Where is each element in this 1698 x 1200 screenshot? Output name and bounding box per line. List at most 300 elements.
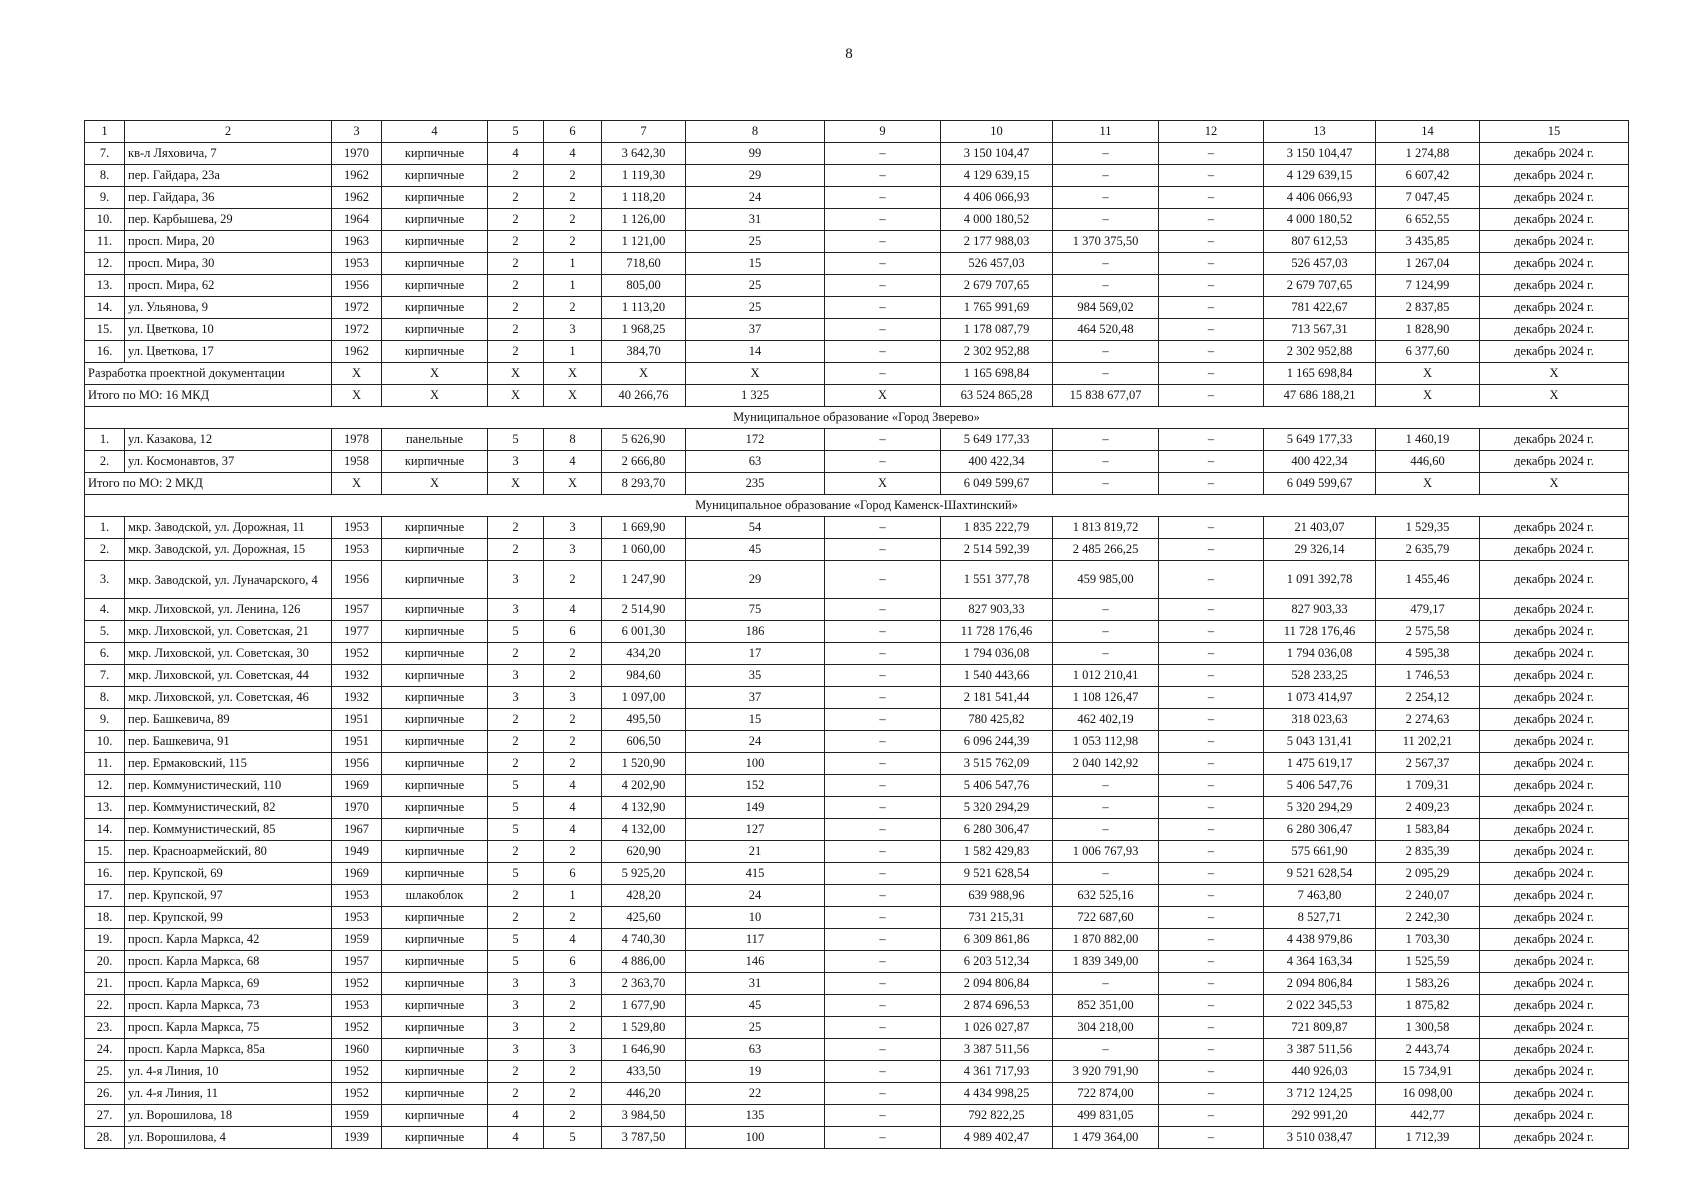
table-cell: 1 006 767,93 (1053, 841, 1159, 863)
table-cell: 446,20 (602, 1083, 686, 1105)
table-cell: 2 177 988,03 (941, 231, 1053, 253)
table-cell: 807 612,53 (1264, 231, 1376, 253)
table-cell: 4 (544, 143, 602, 165)
summary-row (85, 385, 1629, 407)
table-cell: 3 712 124,25 (1264, 1083, 1376, 1105)
table-cell: X (825, 385, 941, 407)
table-cell: кирпичные (382, 539, 488, 561)
table-cell: кирпичные (382, 1083, 488, 1105)
table-cell: 1956 (332, 561, 382, 599)
table-cell: X (544, 385, 602, 407)
table-cell: 1 669,90 (602, 517, 686, 539)
table-cell: 1 053 112,98 (1053, 731, 1159, 753)
table-cell: кирпичные (382, 517, 488, 539)
table-cell: 479,17 (1376, 599, 1480, 621)
table-cell: 4 (488, 1127, 544, 1149)
table-cell: 17 (686, 643, 825, 665)
table-cell: 25 (686, 275, 825, 297)
table-cell: кирпичные (382, 621, 488, 643)
table-cell: 2 (544, 187, 602, 209)
table-cell: X (544, 363, 602, 385)
table-cell: 2 363,70 (602, 973, 686, 995)
table-cell: 2 874 696,53 (941, 995, 1053, 1017)
table-cell: X (382, 363, 488, 385)
table-cell: 2 (544, 231, 602, 253)
table-cell: 3 150 104,47 (1264, 143, 1376, 165)
table-cell: – (825, 1061, 941, 1083)
table-row (85, 599, 1629, 621)
table-cell: – (1159, 209, 1264, 231)
table-cell: 5 320 294,29 (1264, 797, 1376, 819)
header-cell: 4 (382, 121, 488, 143)
table-cell: 2 (544, 907, 602, 929)
table-cell: 718,60 (602, 253, 686, 275)
table-cell: 19. (85, 929, 125, 951)
table-cell: 805,00 (602, 275, 686, 297)
table-cell: кирпичные (382, 907, 488, 929)
table-cell: 3 (544, 1039, 602, 1061)
table-cell: – (1159, 687, 1264, 709)
table-cell: – (1053, 973, 1159, 995)
table-cell: 14. (85, 819, 125, 841)
table-cell: кирпичные (382, 451, 488, 473)
table-cell: – (825, 319, 941, 341)
table-cell: X (332, 363, 382, 385)
table-cell: декабрь 2024 г. (1480, 451, 1629, 473)
table-cell: 2 (488, 231, 544, 253)
table-cell: 526 457,03 (941, 253, 1053, 275)
table-cell: 2 (544, 165, 602, 187)
table-cell: – (1053, 451, 1159, 473)
table-cell: 2 514 592,39 (941, 539, 1053, 561)
table-cell: декабрь 2024 г. (1480, 319, 1629, 341)
table-row (85, 1017, 1629, 1039)
table-row (85, 1105, 1629, 1127)
table-cell: 9. (85, 187, 125, 209)
table-cell: 2 679 707,65 (941, 275, 1053, 297)
table-cell: – (1159, 451, 1264, 473)
table-cell: 1960 (332, 1039, 382, 1061)
table-cell: – (825, 363, 941, 385)
table-cell: 10. (85, 731, 125, 753)
table-cell: 2 837,85 (1376, 297, 1480, 319)
table-cell: декабрь 2024 г. (1480, 643, 1629, 665)
table-cell: 440 926,03 (1264, 1061, 1376, 1083)
table-cell: декабрь 2024 г. (1480, 797, 1629, 819)
table-cell: – (1159, 841, 1264, 863)
table-cell: 29 (686, 561, 825, 599)
table-cell: 2 485 266,25 (1053, 539, 1159, 561)
table-cell: – (1159, 973, 1264, 995)
table-cell: кирпичные (382, 341, 488, 363)
table-cell: 235 (686, 473, 825, 495)
table-cell: 1 460,19 (1376, 429, 1480, 451)
table-cell: 400 422,34 (1264, 451, 1376, 473)
table-cell: 1 118,20 (602, 187, 686, 209)
table-cell: 1 677,90 (602, 995, 686, 1017)
table-cell: 22. (85, 995, 125, 1017)
table-row (85, 731, 1629, 753)
table-cell: кирпичные (382, 731, 488, 753)
table-cell: – (1053, 143, 1159, 165)
table-cell: 1 839 349,00 (1053, 951, 1159, 973)
table-cell: кирпичные (382, 561, 488, 599)
table-row (85, 561, 1629, 599)
address-cell: пер. Гайдара, 36 (125, 187, 332, 209)
address-cell: ул. Космонавтов, 37 (125, 451, 332, 473)
table-cell: 1962 (332, 187, 382, 209)
table-cell: 45 (686, 995, 825, 1017)
table-cell: декабрь 2024 г. (1480, 775, 1629, 797)
table-cell: – (1053, 643, 1159, 665)
table-cell: 1953 (332, 539, 382, 561)
table-cell: 1 583,84 (1376, 819, 1480, 841)
table-cell: 2 181 541,44 (941, 687, 1053, 709)
table-cell: X (332, 385, 382, 407)
table-cell: 1962 (332, 165, 382, 187)
table-cell: 25. (85, 1061, 125, 1083)
table-cell: 1 870 882,00 (1053, 929, 1159, 951)
table-cell: 3 642,30 (602, 143, 686, 165)
table-cell: 4 (488, 143, 544, 165)
table-cell: – (1053, 187, 1159, 209)
table-cell: 713 567,31 (1264, 319, 1376, 341)
table-cell: кирпичные (382, 209, 488, 231)
table-cell: 3 (544, 517, 602, 539)
table-cell: 425,60 (602, 907, 686, 929)
table-cell: 1 274,88 (1376, 143, 1480, 165)
table-cell: 1 646,90 (602, 1039, 686, 1061)
table-cell: 63 (686, 1039, 825, 1061)
table-cell: 37 (686, 319, 825, 341)
table-cell: 2 302 952,88 (1264, 341, 1376, 363)
table-cell: 1952 (332, 643, 382, 665)
table-cell: 8. (85, 687, 125, 709)
table-cell: 11 728 176,46 (941, 621, 1053, 643)
table-cell: 1 370 375,50 (1053, 231, 1159, 253)
table-cell: 1 875,82 (1376, 995, 1480, 1017)
table-cell: 2 (488, 841, 544, 863)
table-cell: 4 406 066,93 (1264, 187, 1376, 209)
table-row (85, 643, 1629, 665)
table-cell: 15 (686, 253, 825, 275)
table-cell: – (1159, 561, 1264, 599)
header-cell: 10 (941, 121, 1053, 143)
table-cell: 3 (544, 319, 602, 341)
table-cell: – (825, 209, 941, 231)
table-cell: 5 (488, 819, 544, 841)
table-row (85, 319, 1629, 341)
table-cell: – (1159, 429, 1264, 451)
table-cell: – (1053, 599, 1159, 621)
table-cell: X (382, 385, 488, 407)
section-header-row (85, 407, 1629, 429)
table-cell: 4 (544, 797, 602, 819)
table-cell: – (1053, 165, 1159, 187)
table-cell: 5 626,90 (602, 429, 686, 451)
table-cell: 1 540 443,66 (941, 665, 1053, 687)
page-number: 8 (845, 46, 853, 62)
table-row (85, 709, 1629, 731)
address-cell: ул. 4-я Линия, 10 (125, 1061, 332, 1083)
table-cell: 21 (686, 841, 825, 863)
table-cell: – (825, 187, 941, 209)
table-cell: 5 320 294,29 (941, 797, 1053, 819)
table-cell: 40 266,76 (602, 385, 686, 407)
table-cell: – (1159, 143, 1264, 165)
table-cell: 1959 (332, 1105, 382, 1127)
table-cell: – (1159, 319, 1264, 341)
table-cell: декабрь 2024 г. (1480, 1039, 1629, 1061)
table-cell: – (1159, 709, 1264, 731)
table-cell: 6 049 599,67 (941, 473, 1053, 495)
table-cell: кирпичные (382, 797, 488, 819)
table-cell: 1 525,59 (1376, 951, 1480, 973)
address-cell: пер. Красноармейский, 80 (125, 841, 332, 863)
header-cell: 9 (825, 121, 941, 143)
table-cell: X (825, 473, 941, 495)
table-cell: 2. (85, 451, 125, 473)
table-row (85, 863, 1629, 885)
table-row (85, 797, 1629, 819)
table-cell: X (488, 473, 544, 495)
table-cell: 24 (686, 885, 825, 907)
table-cell: 11 728 176,46 (1264, 621, 1376, 643)
table-cell: 2 (488, 1083, 544, 1105)
table-cell: 31 (686, 209, 825, 231)
table-cell: декабрь 2024 г. (1480, 709, 1629, 731)
table-cell: 1 026 027,87 (941, 1017, 1053, 1039)
table-cell: 1 794 036,08 (1264, 643, 1376, 665)
table-cell: декабрь 2024 г. (1480, 143, 1629, 165)
table-cell: 2 (544, 709, 602, 731)
table-cell: 2 (488, 187, 544, 209)
table-cell: – (1053, 797, 1159, 819)
table-cell: – (1159, 1061, 1264, 1083)
table-row (85, 1083, 1629, 1105)
table-cell: 1 703,30 (1376, 929, 1480, 951)
table-cell: 2 409,23 (1376, 797, 1480, 819)
table-cell: 1 165 698,84 (1264, 363, 1376, 385)
table-row (85, 665, 1629, 687)
table-cell: 17. (85, 885, 125, 907)
table-cell: 7 463,80 (1264, 885, 1376, 907)
table-row (85, 1061, 1629, 1083)
table-cell: – (1159, 885, 1264, 907)
table-row (85, 253, 1629, 275)
table-cell: 1970 (332, 143, 382, 165)
table-cell: кирпичные (382, 841, 488, 863)
table-cell: 1 091 392,78 (1264, 561, 1376, 599)
table-cell: 3 150 104,47 (941, 143, 1053, 165)
table-cell: 5 649 177,33 (1264, 429, 1376, 451)
table-cell: – (1159, 1127, 1264, 1149)
table-cell: декабрь 2024 г. (1480, 517, 1629, 539)
table-cell: декабрь 2024 г. (1480, 231, 1629, 253)
header-cell: 8 (686, 121, 825, 143)
table-cell: кирпичные (382, 665, 488, 687)
table-cell: 1969 (332, 863, 382, 885)
table-row (85, 929, 1629, 951)
table-cell: кирпичные (382, 775, 488, 797)
table-cell: 6 (544, 951, 602, 973)
table-cell: – (1159, 385, 1264, 407)
table-cell: 8 293,70 (602, 473, 686, 495)
table-cell: 3 (488, 451, 544, 473)
table-cell: 721 809,87 (1264, 1017, 1376, 1039)
table-cell: декабрь 2024 г. (1480, 885, 1629, 907)
table-cell: 2 514,90 (602, 599, 686, 621)
table-cell: 2 443,74 (1376, 1039, 1480, 1061)
table-cell: 2 (544, 841, 602, 863)
table-cell: 27. (85, 1105, 125, 1127)
table-cell: 442,77 (1376, 1105, 1480, 1127)
table-cell: 6 096 244,39 (941, 731, 1053, 753)
table-cell: 21 403,07 (1264, 517, 1376, 539)
table-cell: кирпичные (382, 643, 488, 665)
address-cell: ул. Ворошилова, 4 (125, 1127, 332, 1149)
table-cell: 29 326,14 (1264, 539, 1376, 561)
table-cell: 4 129 639,15 (941, 165, 1053, 187)
table-cell: 4 (544, 929, 602, 951)
table-cell: 14. (85, 297, 125, 319)
table-cell: декабрь 2024 г. (1480, 753, 1629, 775)
table-cell: – (1159, 341, 1264, 363)
table-cell: – (825, 297, 941, 319)
table-cell: 1 247,90 (602, 561, 686, 599)
address-cell: ул. Ворошилова, 18 (125, 1105, 332, 1127)
table-row (85, 231, 1629, 253)
table-cell: 149 (686, 797, 825, 819)
table-cell: – (1159, 187, 1264, 209)
table-cell: 117 (686, 929, 825, 951)
table-cell: – (1159, 643, 1264, 665)
table-cell: кирпичные (382, 275, 488, 297)
table-cell: – (825, 797, 941, 819)
summary-row (85, 473, 1629, 495)
table-cell: 1964 (332, 209, 382, 231)
table-cell: кирпичные (382, 819, 488, 841)
table-cell: 434,20 (602, 643, 686, 665)
table-cell: 2 679 707,65 (1264, 275, 1376, 297)
table-cell: 499 831,05 (1053, 1105, 1159, 1127)
table-row (85, 753, 1629, 775)
table-cell: 6 (544, 863, 602, 885)
address-cell: мкр. Лиховской, ул. Ленина, 126 (125, 599, 332, 621)
table-cell: 2 254,12 (1376, 687, 1480, 709)
table-cell: кирпичные (382, 297, 488, 319)
table-cell: декабрь 2024 г. (1480, 687, 1629, 709)
table-cell: – (825, 885, 941, 907)
table-cell: – (1159, 797, 1264, 819)
table-row (85, 841, 1629, 863)
address-cell: пер. Крупской, 97 (125, 885, 332, 907)
header-cell: 12 (1159, 121, 1264, 143)
table-cell: кирпичные (382, 951, 488, 973)
table-cell: X (332, 473, 382, 495)
table-cell: 2 635,79 (1376, 539, 1480, 561)
address-cell: ул. Ульянова, 9 (125, 297, 332, 319)
table-cell: 3 510 038,47 (1264, 1127, 1376, 1149)
table-cell: X (1376, 473, 1480, 495)
table-row (85, 539, 1629, 561)
table-cell: – (1053, 209, 1159, 231)
table-cell: 24. (85, 1039, 125, 1061)
table-cell: – (1159, 819, 1264, 841)
table-cell: – (825, 599, 941, 621)
table-cell: – (1159, 665, 1264, 687)
table-cell: 3 515 762,09 (941, 753, 1053, 775)
table-cell: – (825, 643, 941, 665)
summary-label: Итого по МО: 2 МКД (85, 473, 332, 495)
table-row (85, 775, 1629, 797)
table-cell: 3 (488, 995, 544, 1017)
address-cell: просп. Карла Маркса, 68 (125, 951, 332, 973)
table-cell: 2 (488, 209, 544, 231)
section-title: Муниципальное образование «Город Зверево» (85, 407, 1629, 429)
table-cell: – (1053, 341, 1159, 363)
address-cell: мкр. Заводской, ул. Луначарского, 4 (125, 561, 332, 599)
table-cell: 172 (686, 429, 825, 451)
table-cell: 6 (544, 621, 602, 643)
table-cell: 3 (488, 687, 544, 709)
table-cell: 12. (85, 775, 125, 797)
table-cell: 3 (488, 599, 544, 621)
table-row (85, 973, 1629, 995)
table-cell: 1 119,30 (602, 165, 686, 187)
table-cell: 4 438 979,86 (1264, 929, 1376, 951)
table-cell: 2 (544, 561, 602, 599)
table-cell: – (1159, 753, 1264, 775)
table-cell: 1 813 819,72 (1053, 517, 1159, 539)
table-cell: – (825, 143, 941, 165)
table-cell: 1 178 087,79 (941, 319, 1053, 341)
table-cell: декабрь 2024 г. (1480, 1061, 1629, 1083)
table-cell: – (825, 517, 941, 539)
address-cell: пер. Коммунистический, 85 (125, 819, 332, 841)
table-cell: – (825, 429, 941, 451)
table-cell: 4 364 163,34 (1264, 951, 1376, 973)
table-cell: 318 023,63 (1264, 709, 1376, 731)
table-cell: – (825, 907, 941, 929)
table-cell: 1952 (332, 1083, 382, 1105)
table-cell: декабрь 2024 г. (1480, 973, 1629, 995)
table-cell: 4 595,38 (1376, 643, 1480, 665)
table-cell: кирпичные (382, 231, 488, 253)
table-cell: 2 (488, 517, 544, 539)
table-cell: 25 (686, 231, 825, 253)
table-cell: 5 (544, 1127, 602, 1149)
table-cell: 1956 (332, 275, 382, 297)
table-cell: 1953 (332, 253, 382, 275)
table-cell: – (1159, 599, 1264, 621)
table-cell: – (825, 753, 941, 775)
table-cell: 1 455,46 (1376, 561, 1480, 599)
table-cell: 6 607,42 (1376, 165, 1480, 187)
table-cell: 632 525,16 (1053, 885, 1159, 907)
table-cell: 19 (686, 1061, 825, 1083)
table-cell: декабрь 2024 г. (1480, 561, 1629, 599)
table-cell: 1 (544, 885, 602, 907)
table-cell: 1 551 377,78 (941, 561, 1053, 599)
table-cell: кирпичные (382, 599, 488, 621)
table-cell: 1970 (332, 797, 382, 819)
table-cell: 2 (488, 907, 544, 929)
table-cell: 5. (85, 621, 125, 643)
table-cell: 2 567,37 (1376, 753, 1480, 775)
address-cell: пер. Крупской, 69 (125, 863, 332, 885)
table-cell: 135 (686, 1105, 825, 1127)
